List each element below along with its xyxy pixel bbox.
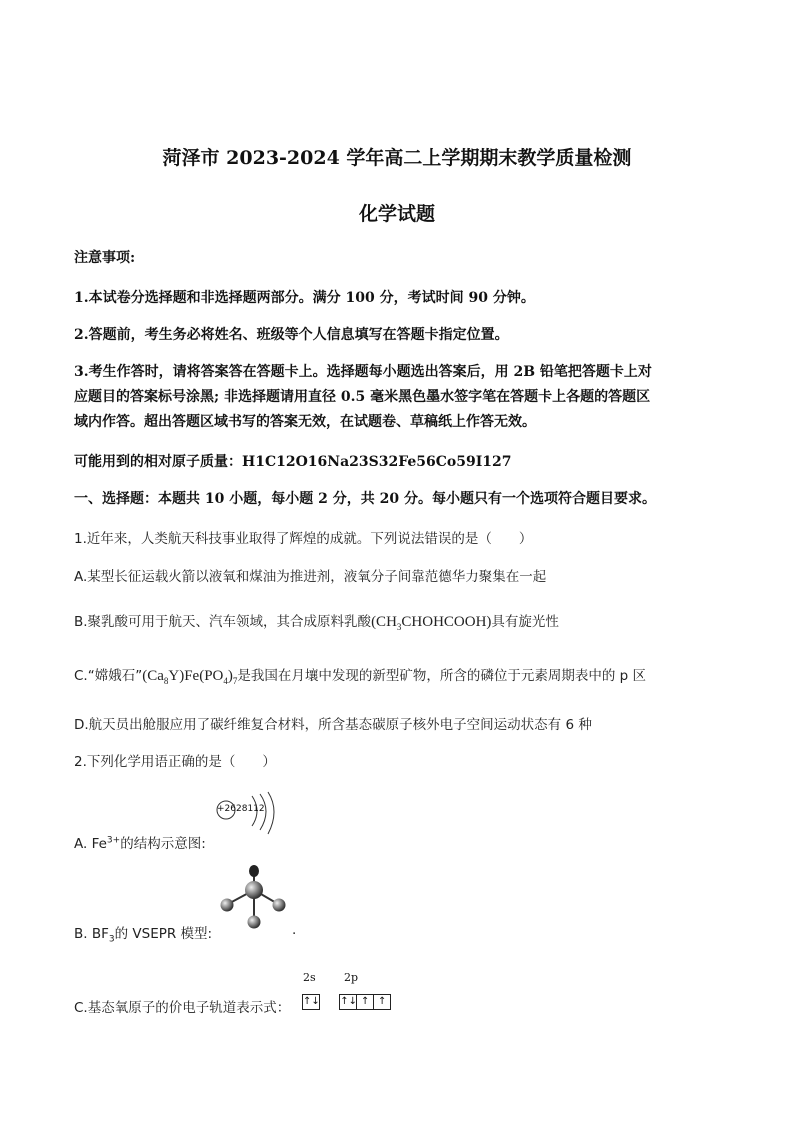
notice-heading: 注意事项: xyxy=(74,250,136,266)
question-1-option-a: A.某型长征运载火箭以液氧和煤油为推进剂，液氧分子间靠范德华力聚集在一起 xyxy=(74,569,547,585)
fe3-diagram-label: +2628112 xyxy=(217,804,265,814)
option-b-dot: . xyxy=(292,922,297,938)
notice-item: 2.答题前，考生务必将姓名、班级等个人信息填写在答题卡指定位置。 xyxy=(74,327,509,343)
question-2-option-c: C.基态氧原子的价电子轨道表示式： xyxy=(74,1000,291,1016)
question-1-option-c: C.“嫦娥石$”(Ca_8Y)Fe(PO_4)_7$是我国在月壤中发现的新型矿物，所含的磷位于元素周期表中的 p 区 xyxy=(74,668,647,686)
notice-item: 域内作答。超出答题区域书写的答案无效，在试题卷、草稿纸上作答无效。 xyxy=(74,414,536,430)
question-2-stem: 2.下列化学用语正确的是（ ） xyxy=(74,754,276,770)
notice-item: 应题目的答案标号涂黑; 非选择题请用直径 0.5 毫米黑色墨水签字笔在答题卡上各题的答题区 xyxy=(74,389,651,405)
question-2-option-b: B. $BF_3$的 VSEPR 模型: xyxy=(74,926,213,945)
change-stone-formula: $(Ca_8Y)Fe(PO_4)_7$ xyxy=(142,668,238,686)
orbital-box-2s: ↑↓ xyxy=(302,994,320,1010)
orbital-diagram xyxy=(302,989,390,1010)
bf3-vsepr-model xyxy=(216,862,294,934)
orbital-box-2p: ↑ xyxy=(373,994,391,1010)
page-title: 菏泽市 2023-2024 学年高二上学期期末教学质量检测 xyxy=(162,147,632,169)
page-subtitle: 化学试题 xyxy=(358,203,435,225)
question-1-stem: 1.近年来，人类航天科技事业取得了辉煌的成就。下列说法错误的是（ ） xyxy=(74,531,533,547)
question-1-option-b: B.聚乳酸可用于航天、汽车领域，其合成原料乳酸$(CH_3CHOHCOOH)$具有旋光性 xyxy=(74,614,559,632)
notice-item: 1.本试卷分选择题和非选择题两部分。满分 100 分，考试时间 90 分钟。 xyxy=(74,290,535,306)
orbital-label-2s: 2s xyxy=(303,971,316,984)
fe3-structure-diagram xyxy=(214,786,280,844)
orbital-box-2p: ↑↓ xyxy=(339,994,357,1010)
orbital-label-2p: 2p xyxy=(344,971,359,984)
lactic-acid-formula: $(CH_3CHOHCOOH)$ xyxy=(371,614,492,632)
option-b-text: B.聚乳酸可用于航天、汽车领域，其合成原料乳酸 xyxy=(74,614,372,630)
question-1-option-d: D.航天员出舱服应用了碳纤维复合材料，所含基态碳原子核外电子空间运动状态有 6 种 xyxy=(74,717,592,733)
orbital-box-2p: ↑ xyxy=(356,994,374,1010)
question-2-option-a: A. $Fe^{3+}$的结构示意图: xyxy=(74,835,206,852)
notice-item: 3.考生作答时，请将答案答在答题卡上。选择题每小题选出答案后，用 2B 铅笔把答题卡上对 xyxy=(74,364,652,380)
section-heading: 一、选择题：本题共 10 小题，每小题 2 分，共 20 分。每小题只有一个选项符合题目要求。 xyxy=(74,491,656,507)
atomic-masses: 可能用到的相对原子质量：H1C12O16Na23S32Fe56Co59I127 xyxy=(74,454,512,470)
